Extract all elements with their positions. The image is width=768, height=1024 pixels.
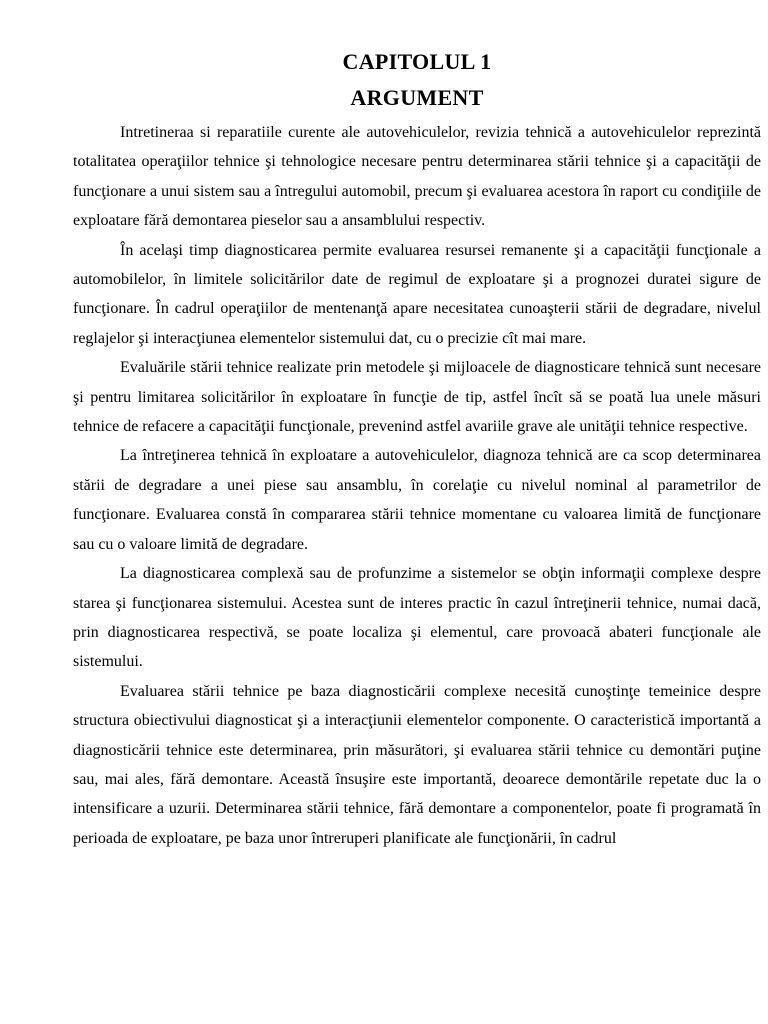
paragraph: Intretineraa si reparatiile curente ale autovehiculelor, revizia tehnică a autovehiculelor reprezintă totalitatea operaţiilor tehnice şi tehnologice necesare pentru determinarea stării tehnice şi a capacităţii de funcţionare a unui sistem sau a întregului automobil, precum şi evaluarea acestora în raport cu condiţiile de exploatare fără demontarea pieselor sau a ansamblului respectiv. bbox=[73, 124, 761, 230]
document-body bbox=[73, 48, 761, 853]
paragraph: Evaluările stării tehnice realizate prin metodele şi mijloacele de diagnosticare tehnică sunt necesare şi pentru limitarea solicitărilor în exploatare în funcţie de tip, astfel încît să se poată lua unele măsuri tehnice de refacere a capacităţii funcţionale, prevenind astfel avariile grave ale unităţii tehnice respective. bbox=[73, 359, 761, 436]
section-title: ARGUMENT bbox=[350, 85, 484, 110]
paragraph: În acelaşi timp diagnosticarea permite evaluarea resursei remanente şi a capacităţii funcţionale a automobilelor, în limitele solicitărilor date de regimul de exploatare şi a prognozei duratei sigure de funcţionare. În cadrul operaţiilor de mentenanţă apare necesitatea cunoaşterii stării de degradare, nivelul reglajelor şi interacţiunea elementelor sistemului dat, cu o precizie cît mai mare. bbox=[73, 241, 761, 347]
paragraph: La întreţinerea tehnică în exploatare a autovehiculelor, diagnoza tehnică are ca scop determinarea stării de degradare a unei piese sau ansamblu, în corelaţie cu nivelul nominal al parametrilor de funcţionare. Evaluarea constă în compararea stării tehnice momentane cu valoarea limită de funcţionare sau cu o valoare limită de degradare. bbox=[73, 447, 761, 553]
paragraph: Evaluarea stării tehnice pe baza diagnosticării complexe necesită cunoştinţe temeinice despre structura obiectivului diagnosticat şi a interacţiunii elementelor componente. O caracteristică importantă a diagnosticării tehnice este determinarea, prin măsurători, şi evaluarea stării tehnice cu demontări puţine sau, mai ales, fără demontare. Această însuşire este importantă, deoarece demontările repetate duc la o intensificare a uzurii. Determinarea stării tehnice, fără demontare a componentelor, poate fi programată în perioada de exploatare, pe baza unor întreruperi planificate ale funcţionării, în cadrul bbox=[73, 682, 761, 847]
chapter-title: CAPITOLUL 1 bbox=[342, 49, 492, 74]
paragraph: La diagnosticarea complexă sau de profunzime a sistemelor se obţin informaţii complexe despre starea şi funcţionarea sistemului. Acestea sunt de interes practic în cazul întreţinerii tehnice, numai dacă, prin diagnosticarea respectivă, se poate localiza şi elementul, care provoacă abateri funcţionale ale sistemului. bbox=[73, 565, 761, 671]
